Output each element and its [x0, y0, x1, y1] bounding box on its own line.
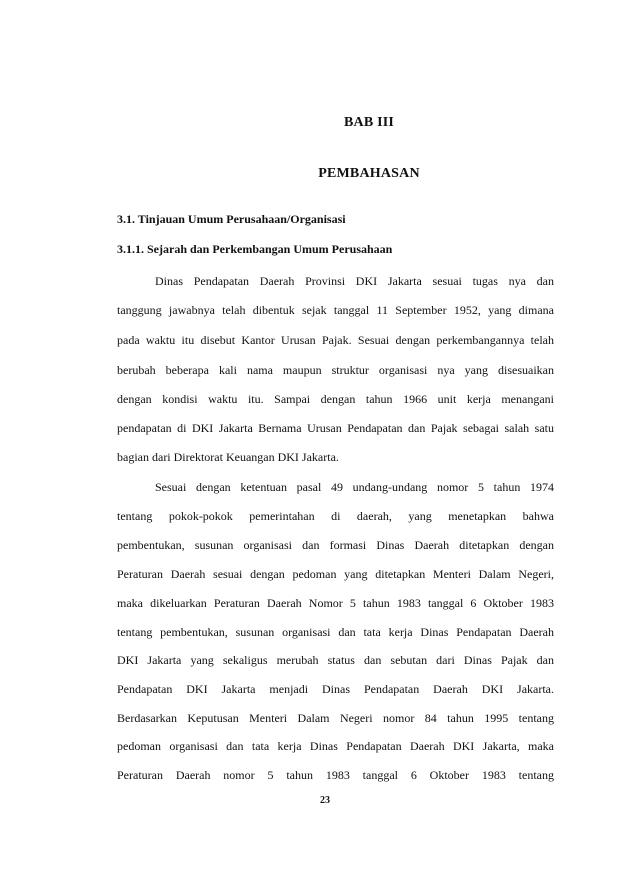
paragraph-line: Peraturan Daerah sesuai dengan pedoman yang ditetapkan Menteri Dalam Negeri,	[117, 567, 554, 581]
paragraph-line: Peraturan Daerah nomor 5 tahun 1983 tanggal 6 Oktober 1983 tentang	[117, 768, 554, 782]
paragraph-line: Berdasarkan Keputusan Menteri Dalam Negeri nomor 84 tahun 1995 tentang	[117, 711, 554, 725]
paragraph-line: berubah beberapa kali nama maupun struktur organisasi nya yang disesuaikan	[117, 363, 554, 377]
paragraph-line: bagian dari Direktorat Keuangan DKI Jakarta.	[117, 450, 339, 464]
paragraph-line: maka dikeluarkan Peraturan Daerah Nomor 5 tahun 1983 tanggal 6 Oktober 1983	[117, 596, 554, 610]
paragraph-line: Sesuai dengan ketentuan pasal 49 undang-undang nomor 5 tahun 1974	[155, 480, 554, 494]
section-heading: 3.1. Tinjauan Umum Perusahaan/Organisasi	[117, 212, 346, 226]
paragraph-line: pada waktu itu disebut Kantor Urusan Pajak. Sesuai dengan perkembangannya telah	[117, 333, 554, 347]
paragraph-line: Pendapatan DKI Jakarta menjadi Dinas Pendapatan Daerah DKI Jakarta.	[117, 682, 554, 696]
subsection-heading: 3.1.1. Sejarah dan Perkembangan Umum Perusahaan	[117, 242, 393, 256]
page-number: 23	[320, 795, 330, 806]
paragraph-line: pembentukan, susunan organisasi dan formasi Dinas Daerah ditetapkan dengan	[117, 538, 554, 552]
chapter-heading: BAB III	[343, 115, 395, 130]
chapter-title: PEMBAHASAN	[318, 166, 420, 181]
paragraph-line: Dinas Pendapatan Daerah Provinsi DKI Jakarta sesuai tugas nya dan	[155, 274, 554, 288]
paragraph-line: DKI Jakarta yang sekaligus merubah status dan sebutan dari Dinas Pajak dan	[117, 653, 554, 667]
paragraph-line: tanggung jawabnya telah dibentuk sejak tanggal 11 September 1952, yang dimana	[117, 303, 554, 317]
paragraph-line: tentang pembentukan, susunan organisasi dan tata kerja Dinas Pendapatan Daerah	[117, 625, 554, 639]
paragraph-line: tentang pokok-pokok pemerintahan di daerah, yang menetapkan bahwa	[117, 509, 554, 523]
paragraph-line: dengan kondisi waktu itu. Sampai dengan tahun 1966 unit kerja menangani	[117, 392, 554, 406]
paragraph-line: pedoman organisasi dan tata kerja Dinas Pendapatan Daerah DKI Jakarta, maka	[117, 739, 554, 753]
paragraph-line: pendapatan di DKI Jakarta Bernama Urusan Pendapatan dan Pajak sebagai salah satu	[117, 421, 554, 435]
